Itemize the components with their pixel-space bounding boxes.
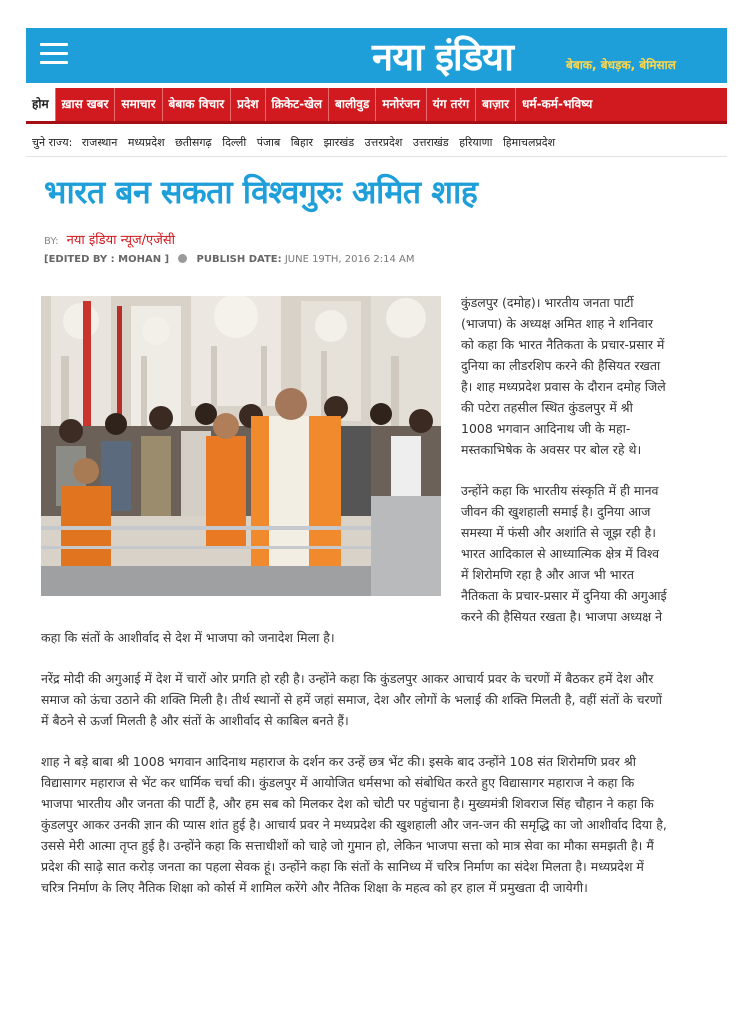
state-selector-label: चुने राज्य: <box>32 136 73 149</box>
byline-label: BY: <box>44 236 59 247</box>
state-link-jharkhand[interactable]: झारखंड <box>323 136 355 149</box>
article-body <box>41 292 667 918</box>
site-tagline: बेबाक, बेधड़क, बेमिसाल <box>566 58 676 72</box>
state-link-haryana[interactable]: हरियाणा <box>459 136 493 149</box>
nav-item-pradesh[interactable]: प्रदेश <box>231 88 265 121</box>
nav-item-young-tarang[interactable]: यंग तरंग <box>427 88 476 121</box>
edited-by: [EDITED BY : MOHAN ] <box>44 254 170 265</box>
publish-date-label: PUBLISH DATE: <box>196 254 282 265</box>
nav-item-khas-khabar[interactable]: ख़ास खबर <box>56 88 116 121</box>
nav-item-bebak-vichar[interactable]: बेबाक विचार <box>163 88 232 121</box>
state-link-madhyapradesh[interactable]: मध्यप्रदेश <box>127 136 165 149</box>
state-link-bihar[interactable]: बिहार <box>290 136 314 149</box>
article-paragraph: शाह ने बड़े बाबा श्री 1008 भगवान आदिनाथ महाराज के दर्शन कर उन्हें छत्र भेंट की। इसके बाद उन्होंने 108 संत शिरोमणि प्रवर श्री विद्यासागर महाराज से भेंट कर धार्मिक चर्चा की। कुंडलपुर में आयोजित धर्मसभा को संबोधित करते हुए विद्यासागर महाराज ने कहा कि भाजपा भारतीय और जनता की पार्टी है, और हम सब को मिलकर देश को चोटी पर पहुंचाना है। मुख्यमंत्री शिवराज सिंह चौहान ने कहा कि कुंडलपुर आकर उनकी ज्ञान की प्यास शांत हुई है। आचार्य प्रवर ने मध्यप्रदेश की खुशहाली और जन-जन की समृद्धि का जो आशीर्वाद दिया है, उससे मेरी आत्मा तृप्त हुई है। उन्होंने कहा कि सत्ताधीशों को चाहे जो गुमान हो, लेकिन भाजपा सत्ता को मात्र सेवा का मौका समझती है। मैं प्रदेश की साढ़े सात करोड़ जनता का पहला सेवक हूं। उन्होंने कहा कि संतों के सानिध्य में चरित्र निर्माण का संदेश मिलता है। मध्यप्रदेश में चरित्र निर्माण के लिए नैतिक शिक्षा को कोर्स में शामिल करेंगे और नैतिक शिक्षा के महत्व को हर हाल में प्रमुखता दी जायेगी। <box>41 754 667 895</box>
state-link-uttarpradesh[interactable]: उत्तरप्रदेश <box>364 136 403 149</box>
author-link[interactable]: नया इंडिया न्यूज/एजेंसी <box>66 233 175 248</box>
state-link-chhattisgarh[interactable]: छतीसगढ़ <box>175 136 212 149</box>
nav-item-samachar[interactable]: समाचार <box>115 88 162 121</box>
article-paragraph: उन्होंने कहा कि भारतीय संस्कृति में ही मानव जीवन की खुशहाली समाई है। दुनिया आज समस्या में फंसी और अशांति से जूझ रही है। भारत आदिकाल से आध्यात्मिक क्षेत्र में विश्व में शिरोमणि रहा है और आज भी भारत नैतिकता के प्रचार-प्रसार में दुनिया की अगुआई करने की हैसियत रखता है। भाजपा अध्यक्ष ने कहा कि संतों के आशीर्वाद से देश में भाजपा को जनादेश मिला है। <box>41 483 667 645</box>
main-nav <box>26 88 727 124</box>
article-byline <box>44 230 175 248</box>
state-link-rajasthan[interactable]: राजस्थान <box>81 136 118 149</box>
state-selector <box>26 131 727 157</box>
site-header <box>26 28 727 83</box>
article-meta <box>44 254 415 265</box>
menu-icon[interactable] <box>40 43 68 67</box>
site-logo[interactable]: नया इंडिया <box>372 35 513 79</box>
state-link-uttarakhand[interactable]: उत्तराखंड <box>412 136 449 149</box>
nav-item-dharm-karm[interactable]: धर्म-कर्म-भविष्य <box>522 97 593 111</box>
state-link-punjab[interactable]: पंजाब <box>256 136 281 149</box>
nav-item-bollywood[interactable]: बालीवुड <box>329 88 376 121</box>
nav-item-bazaar[interactable]: बाज़ार <box>476 88 516 121</box>
state-link-himachalpradesh[interactable]: हिमाचलप्रदेश <box>502 136 556 149</box>
nav-item-home[interactable]: होम <box>26 88 56 121</box>
article-paragraph: नरेंद्र मोदी की अगुआई में देश में चारों ओर प्रगति हो रही है। उन्होंने कहा कि कुंडलपुर आकर आचार्य प्रवर के चरणों में बैठकर हमें देश और समाज को ऊंचा उठाने की शक्ति मिली है। तीर्थ स्थानों से हमें जहां समाज, देश और लोगों के भलाई की शक्ति मिलती है, वहीं संतों के चरणों में बैठने से ऊर्जा मिलती है और संतों के आशीर्वाद से काबिल बनते हैं। <box>41 671 662 728</box>
article-title: भारत बन सकता विश्वगुरुः अमित शाह <box>44 173 478 211</box>
article-paragraph: कुंडलपुर (दमोह)। भारतीय जनता पार्टी (भाजपा) के अध्यक्ष अमित शाह ने शनिवार को कहा कि भारत नैतिकता के प्रचार-प्रसार में दुनिया का लीडरशिप करने की हैसियत रखता है। शाह मध्यप्रदेश प्रवास के दौरान दमोह जिले की पटेरा तहसील स्थित कुंडलपुर में श्री 1008 भगवान आदिनाथ जी के महा-मस्तकाभिषेक के अवसर पर बोल रहे थे। <box>461 295 666 457</box>
state-link-delhi[interactable]: दिल्ली <box>222 136 247 149</box>
nav-item-manoranjan[interactable]: मनोरंजन <box>376 88 426 121</box>
clock-icon <box>178 254 187 263</box>
nav-item-cricket-khel[interactable]: क्रिकेट-खेल <box>266 88 330 121</box>
publish-date: JUNE 19TH, 2016 2:14 AM <box>284 254 415 265</box>
